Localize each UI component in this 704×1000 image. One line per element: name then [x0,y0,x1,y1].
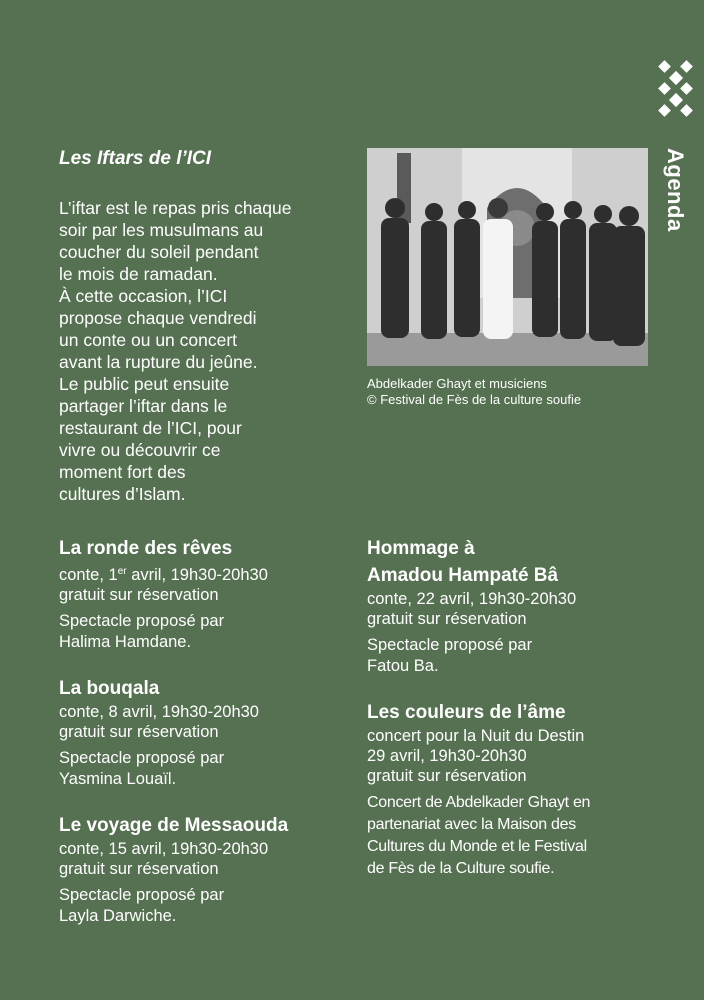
event-date: conte, 22 avril, 19h30-20h30 [367,590,577,608]
event-date: 29 avril, 19h30-20h30 [367,747,527,765]
event-booking: gratuit sur réservation [367,610,527,628]
musicians-photo [367,148,648,366]
event-description: Spectacle proposé par Yasmina Louaïl. [59,749,225,788]
event-title: Le voyage de Messaouda [59,815,289,836]
event-meta [59,562,349,605]
event-title [367,535,657,589]
event-date-suffix: er [117,566,127,577]
event-booking: gratuit sur réservation [59,723,219,741]
event-type: concert pour la Nuit du Destin [367,727,585,745]
intro-title: Les Iftars de l’ICI [59,148,212,169]
event-title: La ronde des rêves [59,538,233,559]
event-description: Spectacle proposé par Halima Hamdane. [59,612,225,651]
event-title: La bouqala [59,678,160,699]
event-title: Les couleurs de l’âme [367,702,566,723]
caption-line-1: Abdelkader Ghayt et musiciens [367,376,547,391]
event-item [59,812,349,927]
event-date: conte, 15 avril, 19h30-20h30 [59,840,269,858]
brand-logo-icon [658,60,694,126]
event-item [367,699,657,880]
event-date-time: avril, 19h30-20h30 [126,566,268,584]
event-item [59,535,349,653]
event-title-line-1: Hommage à [367,538,475,559]
photo-caption [367,376,667,408]
event-meta [59,839,349,879]
event-meta [367,589,657,629]
event-booking: gratuit sur réservation [59,586,219,604]
event-item [367,535,657,677]
event-description: Spectacle proposé par Layla Darwiche. [59,886,225,925]
event-description: Spectacle proposé par Fatou Ba. [367,636,533,675]
event-booking: gratuit sur réservation [367,767,527,785]
event-title-line-2: Amadou Hampaté Bâ [367,565,559,586]
event-meta [59,702,349,742]
events-right-column [367,535,657,902]
event-booking: gratuit sur réservation [59,860,219,878]
event-date: conte, 8 avril, 19h30-20h30 [59,703,259,721]
section-label-agenda: Agenda [663,148,688,232]
photo-illustration [367,148,648,366]
caption-line-2: © Festival de Fès de la culture soufie [367,392,582,407]
event-item [59,675,349,790]
event-description: Concert de Abdelkader Ghayt en partenariat avec la Maison des Cultures du Monde et le Festival de Fès de la Culture soufie. [367,794,591,877]
intro-text: L’iftar est le repas pris chaque soir par les musulmans au coucher du soleil pendant le mois de ramadan. À cette occasion, l’ICI propose chaque vendredi un conte ou un concert avant la rupture du jeûne. Le public peut ensuite partager l’iftar dans le restaurant de l’ICI, pour vivre ou découvrir ce moment fort des cultures d’Islam. [59,198,292,504]
event-date-prefix: conte, 1 [59,566,118,584]
events-left-column [59,535,349,949]
event-meta [367,726,657,786]
